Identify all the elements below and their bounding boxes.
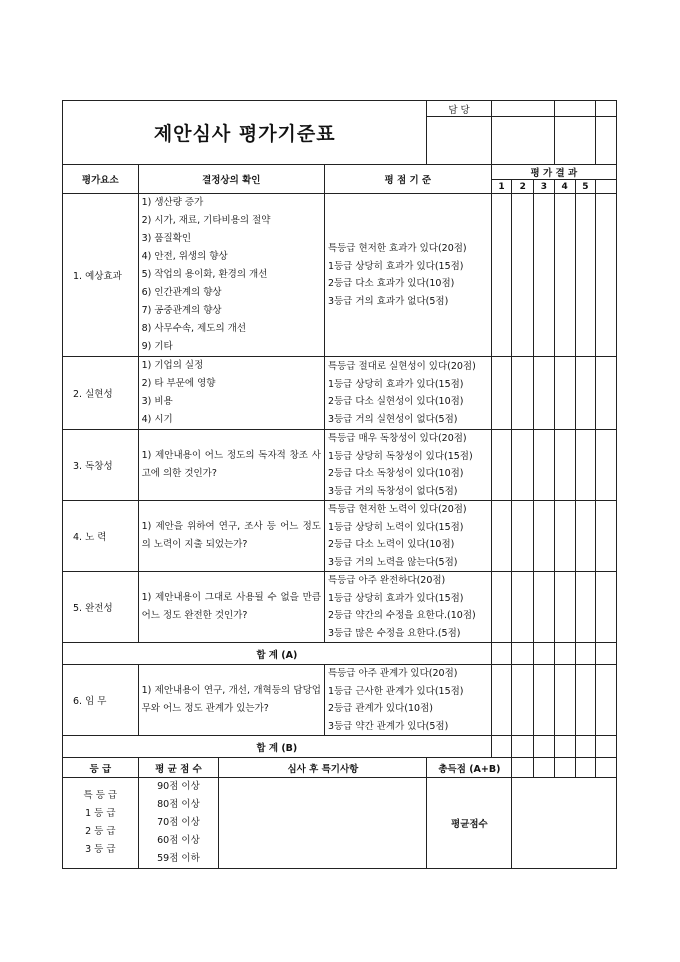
check-item: 4) 시기 xyxy=(141,414,173,425)
score-cell xyxy=(534,572,555,643)
approval-label: 담 당 xyxy=(427,101,491,117)
score-cell xyxy=(491,430,512,501)
col-header-result: 평 가 결 과 xyxy=(491,165,616,180)
result-number: 1 xyxy=(491,180,512,194)
criteria-line: 2등급 약간의 수정을 요한다.(10점) xyxy=(327,610,476,621)
score-cell xyxy=(554,194,575,357)
score-cell xyxy=(491,194,512,357)
factor-label: 2. 실현성 xyxy=(63,357,139,430)
score-cell xyxy=(491,643,512,665)
score-cell xyxy=(491,357,512,430)
score-threshold-list xyxy=(138,778,219,869)
criteria-line: 1등급 상당히 효과가 있다(15점) xyxy=(327,378,464,390)
check-item: 1) 생산량 증가 xyxy=(141,197,204,208)
score-cell xyxy=(554,572,575,643)
score-cell xyxy=(534,501,555,572)
criteria-line: 2등급 다소 효과가 있다(10점) xyxy=(327,278,455,289)
score-cell xyxy=(512,572,534,643)
score-cell xyxy=(491,501,512,572)
factor-label: 3. 독창성 xyxy=(63,430,139,501)
result-number: 5 xyxy=(575,180,596,194)
score-cell xyxy=(575,665,596,736)
criteria-line: 3등급 거의 실현성이 없다(5점) xyxy=(327,413,458,425)
score-cell xyxy=(596,643,617,665)
notes-header: 심사 후 특기사항 xyxy=(219,758,427,778)
score-cell xyxy=(512,736,534,758)
criteria-line: 1등급 상당히 노력이 있다(15점) xyxy=(327,521,464,533)
score-cell xyxy=(554,758,575,778)
evaluation-table xyxy=(62,100,617,869)
score-cell xyxy=(575,357,596,430)
score-cell xyxy=(554,736,575,758)
approval-sign-box xyxy=(596,117,617,165)
check-item: 2) 타 부문에 영향 xyxy=(141,378,216,389)
score-cell xyxy=(534,736,555,758)
grade-item: 3 등 급 xyxy=(85,844,116,855)
score-cell xyxy=(575,430,596,501)
criteria-line: 특등급 아주 완전하다(20점) xyxy=(327,575,446,586)
criteria-cell xyxy=(324,572,491,643)
form-title: 제안심사 평가기준표 xyxy=(63,101,427,165)
score-cell xyxy=(554,501,575,572)
score-cell xyxy=(491,736,512,758)
factor-label: 6. 임 무 xyxy=(63,665,139,736)
check-item: 3) 품질확인 xyxy=(141,233,192,244)
result-number: 3 xyxy=(534,180,555,194)
score-threshold: 70점 이상 xyxy=(157,817,200,828)
criteria-line: 2등급 다소 독창성이 있다(10점) xyxy=(327,468,464,479)
criteria-line: 3등급 거의 효과가 없다(5점) xyxy=(327,295,449,307)
check-item: 1) 기업의 실정 xyxy=(141,360,204,371)
score-cell xyxy=(534,665,555,736)
subtotal-b-label: 합 계 (B) xyxy=(63,736,492,758)
result-number: 4 xyxy=(554,180,575,194)
approval-sign-box xyxy=(491,117,554,165)
grade-item: 2 등 급 xyxy=(85,826,116,837)
score-cell xyxy=(575,736,596,758)
score-cell xyxy=(596,736,617,758)
score-cell xyxy=(534,430,555,501)
grade-header: 등 급 xyxy=(63,758,139,778)
criteria-line: 특등급 절대로 실현성이 있다(20점) xyxy=(327,361,476,372)
criteria-line: 2등급 다소 실현성이 있다(10점) xyxy=(327,396,464,407)
check-item: 8) 사무수속, 제도의 개선 xyxy=(141,323,247,334)
criteria-line: 특등급 현저한 노력이 있다(20점) xyxy=(327,504,467,515)
score-cell xyxy=(512,643,534,665)
criteria-line: 1등급 상당히 독창성이 있다(15점) xyxy=(327,450,473,462)
score-cell xyxy=(596,758,617,778)
score-cell xyxy=(512,758,534,778)
score-cell xyxy=(575,572,596,643)
criteria-line: 특등급 매우 독창성이 있다(20점) xyxy=(327,433,467,444)
check-item: 3) 비용 xyxy=(141,396,173,407)
notes-box xyxy=(219,778,427,869)
average-score-header: 평 균 점 수 xyxy=(138,758,219,778)
criteria-line: 1등급 상당히 효과가 있다(15점) xyxy=(327,592,464,604)
score-cell xyxy=(596,430,617,501)
approval-stamp-box xyxy=(491,101,554,117)
score-cell xyxy=(596,572,617,643)
score-cell xyxy=(596,665,617,736)
result-blank xyxy=(596,180,617,194)
subtotal-a-label: 합 계 (A) xyxy=(63,643,492,665)
check-item: 5) 작업의 용이화, 환경의 개선 xyxy=(141,269,268,280)
check-item: 6) 인간관계의 향상 xyxy=(141,287,222,298)
criteria-line: 2등급 다소 노력이 있다(10점) xyxy=(327,539,455,550)
criteria-cell xyxy=(324,430,491,501)
score-cell xyxy=(534,357,555,430)
score-cell xyxy=(596,357,617,430)
check-item: 2) 시가, 재료, 기타비용의 절약 xyxy=(141,215,271,226)
criteria-cell xyxy=(324,194,491,357)
total-score-header: 총득점 (A+B) xyxy=(427,758,512,778)
grade-list xyxy=(63,778,139,869)
check-item: 7) 공중관계의 향상 xyxy=(141,305,222,316)
col-header-check: 결정상의 확인 xyxy=(138,165,324,194)
criteria-line: 특등급 아주 관계가 있다(20점) xyxy=(327,668,458,679)
approval-sign-box xyxy=(427,117,491,165)
score-threshold: 59점 이하 xyxy=(157,853,200,864)
criteria-cell xyxy=(324,357,491,430)
score-cell xyxy=(554,643,575,665)
score-cell xyxy=(575,501,596,572)
check-description: 1) 제안을 위하여 연구, 조사 등 어느 정도의 노력이 지출 되었는가? xyxy=(138,501,324,572)
score-cell xyxy=(491,572,512,643)
total-score-box xyxy=(512,778,617,869)
score-cell xyxy=(512,430,534,501)
score-cell xyxy=(575,758,596,778)
criteria-line: 1등급 근사한 관계가 있다(15점) xyxy=(327,685,464,697)
score-cell xyxy=(554,357,575,430)
criteria-line: 3등급 많은 수정을 요한다.(5점) xyxy=(327,627,461,639)
approval-stamp-box xyxy=(596,101,617,117)
score-cell xyxy=(534,758,555,778)
score-cell xyxy=(534,643,555,665)
check-items xyxy=(138,194,324,357)
check-items xyxy=(138,357,324,430)
approval-sign-box xyxy=(554,117,595,165)
factor-label: 5. 완전성 xyxy=(63,572,139,643)
col-header-criteria: 평 점 기 준 xyxy=(324,165,491,194)
criteria-line: 3등급 거의 독창성이 없다(5점) xyxy=(327,485,458,497)
grade-item: 특 등 급 xyxy=(83,790,118,801)
factor-label: 1. 예상효과 xyxy=(63,194,139,357)
score-cell xyxy=(512,194,534,357)
criteria-line: 2등급 관계가 있다(10점) xyxy=(327,703,433,714)
score-cell xyxy=(512,665,534,736)
criteria-line: 1등급 상당히 효과가 있다(15점) xyxy=(327,260,464,272)
check-item: 9) 기타 xyxy=(141,341,173,352)
factor-label: 4. 노 력 xyxy=(63,501,139,572)
average-score-label: 평균점수 xyxy=(427,778,512,869)
check-item: 4) 안전, 위생의 향상 xyxy=(141,251,228,262)
criteria-line: 특등급 현저한 효과가 있다(20점) xyxy=(327,243,467,254)
score-cell xyxy=(554,430,575,501)
approval-stamp-box xyxy=(554,101,595,117)
score-threshold: 90점 이상 xyxy=(157,781,200,792)
score-cell xyxy=(534,194,555,357)
score-cell xyxy=(575,194,596,357)
check-description: 1) 제안내용이 그대로 사용될 수 없을 만큼 어느 정도 완전한 것인가? xyxy=(138,572,324,643)
score-cell xyxy=(491,665,512,736)
criteria-line: 3등급 약간 관계가 있다(5점) xyxy=(327,720,449,732)
score-cell xyxy=(512,357,534,430)
score-cell xyxy=(596,194,617,357)
score-cell xyxy=(554,665,575,736)
check-description: 1) 제안내용이 어느 정도의 독자적 창조 사고에 의한 것인가? xyxy=(138,430,324,501)
col-header-factor: 평가요소 xyxy=(63,165,139,194)
score-cell xyxy=(512,501,534,572)
score-cell xyxy=(575,643,596,665)
result-number: 2 xyxy=(512,180,534,194)
criteria-line: 3등급 거의 노력을 않는다(5점) xyxy=(327,556,458,568)
score-cell xyxy=(596,501,617,572)
criteria-cell xyxy=(324,665,491,736)
criteria-cell xyxy=(324,501,491,572)
grade-item: 1 등 급 xyxy=(85,808,116,819)
score-threshold: 80점 이상 xyxy=(157,799,200,810)
score-threshold: 60점 이상 xyxy=(157,835,200,846)
evaluation-form xyxy=(62,100,617,869)
check-description: 1) 제안내용이 연구, 개선, 개혁등의 담당업무와 어느 정도 관계가 있는가? xyxy=(138,665,324,736)
